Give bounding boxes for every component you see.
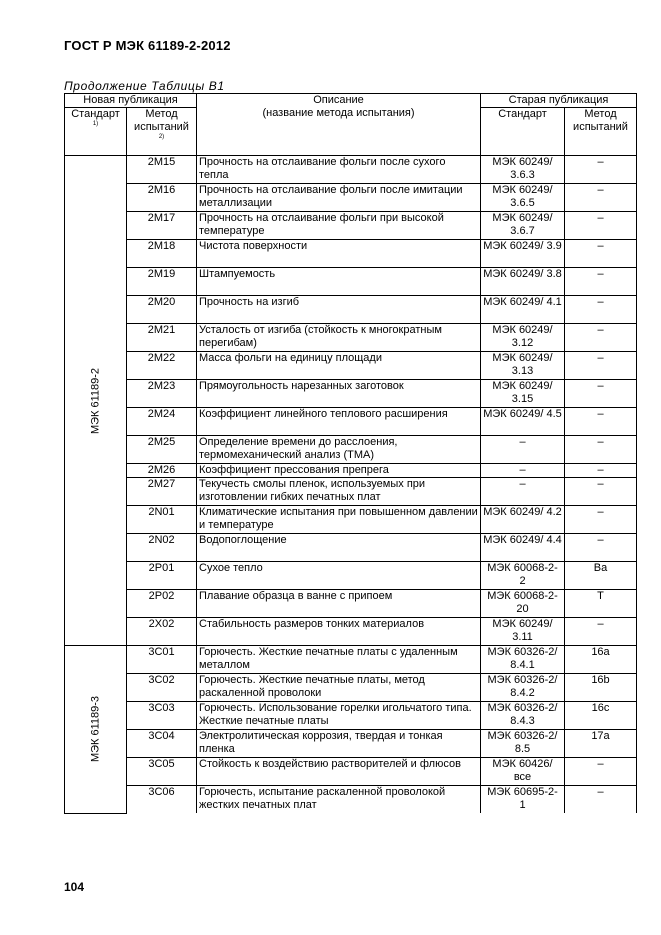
description-cell: Коэффициент линейного теплового расширения [197, 408, 481, 436]
description-cell: Прочность на отслаивание фольги после имитации металлизации [197, 184, 481, 212]
old-method-cell: – [565, 380, 637, 408]
table-row [65, 352, 637, 380]
description-cell: Штампуемость [197, 268, 481, 296]
table-caption: Продолжение Таблицы В1 [64, 79, 225, 93]
old-method-header: Метод испытаний [565, 108, 637, 156]
description-cell: Климатические испытания при повышенном давлении и температуре [197, 506, 481, 534]
method-cell: 2Х02 [127, 618, 197, 646]
method-cell: 3С04 [127, 730, 197, 758]
description-cell: Стабильность размеров тонких материалов [197, 618, 481, 646]
standard-group-cell [65, 646, 127, 814]
method-label: Метод испытаний [134, 108, 189, 133]
description-cell: Электролитическая коррозия, твердая и тонкая пленка [197, 730, 481, 758]
old-method-cell: – [565, 506, 637, 534]
description-title: Описание [313, 94, 364, 106]
old-method-cell: – [565, 786, 637, 814]
table-row [65, 436, 637, 464]
description-subtitle: (название метода испытания) [262, 107, 415, 119]
table-row [65, 702, 637, 730]
old-standard-cell: МЭК 60249/ 3.8 [481, 268, 565, 296]
old-method-cell: – [565, 352, 637, 380]
old-method-cell: 16а [565, 646, 637, 674]
document-header: ГОСТ Р МЭК 61189-2-2012 [64, 38, 231, 53]
description-cell: Коэффициент прессования препрега [197, 464, 481, 478]
description-cell: Усталость от изгиба (стойкость к многократным перегибам) [197, 324, 481, 352]
table-row [65, 506, 637, 534]
method-cell: 3С01 [127, 646, 197, 674]
old-method-cell: – [565, 268, 637, 296]
old-method-cell: – [565, 296, 637, 324]
method-cell: 2М24 [127, 408, 197, 436]
method-cell: 2М27 [127, 478, 197, 506]
standard-footnote: 1) [92, 121, 99, 127]
old-method-cell: – [565, 618, 637, 646]
old-standard-cell: МЭК 60249/ 3.11 [481, 618, 565, 646]
description-cell: Прямоугольность нарезанных заготовок [197, 380, 481, 408]
table-body [65, 156, 637, 814]
method-cell: 3С05 [127, 758, 197, 786]
description-header [197, 94, 481, 156]
old-method-cell: – [565, 758, 637, 786]
old-standard-cell: МЭК 60249/ 3.13 [481, 352, 565, 380]
page-number: 104 [64, 880, 85, 894]
table-row [65, 408, 637, 436]
old-standard-cell: МЭК 60249/ 4.2 [481, 506, 565, 534]
description-cell: Водопоглощение [197, 534, 481, 562]
table-row [65, 380, 637, 408]
old-standard-cell: МЭК 60249/ 3.6.7 [481, 212, 565, 240]
old-standard-cell: МЭК 60249/ 4.4 [481, 534, 565, 562]
old-standard-cell: МЭК 60249/ 3.12 [481, 324, 565, 352]
method-cell: 2М26 [127, 464, 197, 478]
old-method-cell: – [565, 436, 637, 464]
standard-header [65, 108, 127, 156]
standard-group-cell [65, 156, 127, 646]
old-standard-cell: МЭК 60695-2- 1 [481, 786, 565, 814]
old-standard-cell: МЭК 60249/ 3.9 [481, 240, 565, 268]
method-cell: 2М25 [127, 436, 197, 464]
method-cell: 2М17 [127, 212, 197, 240]
old-standard-cell: МЭК 60249/ 3.15 [481, 380, 565, 408]
old-publication-header: Старая публикация [481, 94, 637, 108]
table-row [65, 268, 637, 296]
old-standard-cell: – [481, 464, 565, 478]
old-standard-cell: МЭК 60249/ 4.5 [481, 408, 565, 436]
old-standard-cell: МЭК 60326-2/ 8.4.1 [481, 646, 565, 674]
old-standard-cell: – [481, 436, 565, 464]
method-cell: 2М18 [127, 240, 197, 268]
table-row [65, 464, 637, 478]
old-standard-cell: МЭК 60249/ 3.6.3 [481, 156, 565, 184]
description-cell: Горючесть. Жесткие печатные платы, метод раскаленной проволоки [197, 674, 481, 702]
description-cell: Горючесть, испытание раскаленной проволокой жестких печатных плат [197, 786, 481, 814]
description-cell: Плавание образца в ванне с припоем [197, 590, 481, 618]
table-row [65, 156, 637, 184]
method-cell: 3С03 [127, 702, 197, 730]
old-standard-cell: МЭК 60326-2/ 8.4.3 [481, 702, 565, 730]
description-cell: Прочность на отслаивание фольги при высокой температуре [197, 212, 481, 240]
new-publication-header: Новая публикация [65, 94, 197, 108]
method-header [127, 108, 197, 156]
description-cell: Горючесть. Жесткие печатные платы с удаленным металлом [197, 646, 481, 674]
standard-label: Стандарт [71, 108, 120, 120]
table-row [65, 590, 637, 618]
method-cell: 2М22 [127, 352, 197, 380]
old-method-cell: 16b [565, 674, 637, 702]
table-row [65, 730, 637, 758]
method-cell: 2Р02 [127, 590, 197, 618]
old-standard-cell: МЭК 60068-2- 2 [481, 562, 565, 590]
table-row [65, 212, 637, 240]
standard-group-label: МЭК 61189-3 [89, 696, 101, 763]
old-method-cell: Ва [565, 562, 637, 590]
old-method-cell: – [565, 408, 637, 436]
table-row [65, 478, 637, 506]
description-cell: Сухое тепло [197, 562, 481, 590]
table-row [65, 296, 637, 324]
table-row [65, 184, 637, 212]
table-row [65, 646, 637, 674]
standard-group-label: МЭК 61189-2 [89, 367, 101, 434]
method-cell: 2М20 [127, 296, 197, 324]
old-method-cell: Т [565, 590, 637, 618]
description-cell: Прочность на изгиб [197, 296, 481, 324]
description-cell: Прочность на отслаивание фольги после сухого тепла [197, 156, 481, 184]
old-method-cell: – [565, 534, 637, 562]
standards-table [64, 93, 637, 814]
old-standard-cell: МЭК 60249/ 3.6.5 [481, 184, 565, 212]
description-cell: Масса фольги на единицу площади [197, 352, 481, 380]
table-row [65, 240, 637, 268]
old-standard-cell: МЭК 60068-2- 20 [481, 590, 565, 618]
table-row [65, 562, 637, 590]
old-method-cell: – [565, 464, 637, 478]
old-standard-header: Стандарт [481, 108, 565, 156]
description-cell: Чистота поверхности [197, 240, 481, 268]
old-method-cell: – [565, 240, 637, 268]
method-cell: 2N02 [127, 534, 197, 562]
table-row [65, 324, 637, 352]
method-cell: 2М15 [127, 156, 197, 184]
method-cell: 2М19 [127, 268, 197, 296]
method-cell: 2М23 [127, 380, 197, 408]
table-row [65, 618, 637, 646]
old-method-cell: – [565, 478, 637, 506]
description-cell: Горючесть. Использование горелки игольчатого типа. Жесткие печатные платы [197, 702, 481, 730]
old-method-cell: – [565, 156, 637, 184]
method-cell: 2Р01 [127, 562, 197, 590]
method-cell: 3С02 [127, 674, 197, 702]
method-cell: 2N01 [127, 506, 197, 534]
table-row [65, 534, 637, 562]
method-cell: 2М16 [127, 184, 197, 212]
old-standard-cell: – [481, 478, 565, 506]
old-standard-cell: МЭК 60326-2/ 8.4.2 [481, 674, 565, 702]
method-cell: 2М21 [127, 324, 197, 352]
old-method-cell: – [565, 184, 637, 212]
method-footnote: 2) [158, 134, 165, 140]
old-standard-cell: МЭК 60326-2/ 8.5 [481, 730, 565, 758]
old-method-cell: – [565, 324, 637, 352]
table-row [65, 786, 637, 814]
old-standard-cell: МЭК 60249/ 4.1 [481, 296, 565, 324]
old-standard-cell: МЭК 60426/ все [481, 758, 565, 786]
method-cell: 3С06 [127, 786, 197, 814]
old-method-cell: – [565, 212, 637, 240]
description-cell: Определение времени до расслоения, термомеханический анализ (ТМА) [197, 436, 481, 464]
table-row [65, 674, 637, 702]
old-method-cell: 17а [565, 730, 637, 758]
table-row [65, 758, 637, 786]
old-method-cell: 16с [565, 702, 637, 730]
description-cell: Стойкость к воздействию растворителей и флюсов [197, 758, 481, 786]
description-cell: Текучесть смолы пленок, используемых при изготовлении гибких печатных плат [197, 478, 481, 506]
